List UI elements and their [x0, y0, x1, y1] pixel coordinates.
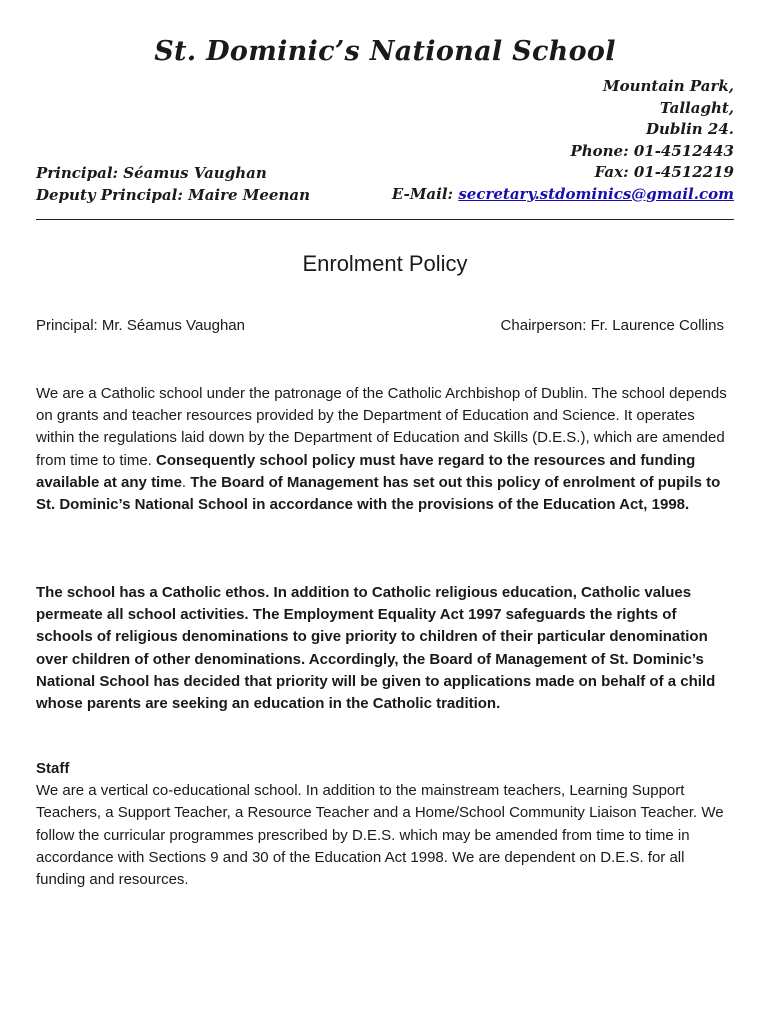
intro-bold-text-2: The Board of Management has set out this policy of enrolment of pupils to St. Dominic’s National School in accordance with the provisions of the Education Act, 1998.	[36, 473, 721, 514]
school-name: St. Dominic’s National School	[154, 36, 616, 67]
intro-text: We are a Catholic school under the patronage of the Catholic Archbishop of Dublin. The school depends on grants and teacher resources provided by the Department of Education and Science. It operates within the regulations laid down by the Department of Education and Skills (D.E.S.), which are amended from time to time.	[36, 385, 727, 469]
header-divider	[36, 219, 734, 220]
staff-section	[36, 758, 736, 891]
officers-row	[36, 317, 724, 334]
principal-name: Principal: Séamus Vaughan	[36, 164, 267, 182]
email-label: E-Mail:	[391, 184, 454, 203]
intro-bold-text: Consequently school policy must have regard to the resources and funding available at any time	[36, 451, 696, 491]
fax-number: Fax: 01-4512219	[594, 163, 734, 181]
staff-paragraph: We are a vertical co-educational school. In addition to the mainstream teachers, Learning Support Teachers, a Support Teacher, a Resource Teacher and a Home/School Community Liaison Teacher. We follow the curricular programmes prescribed by D.E.S. which may be amended from time to time in accordance with Sections 9 and 30 of the Education Act 1998. We are dependent on D.E.S. for all funding and resources.	[36, 782, 724, 889]
policy-principal: Principal: Mr. Séamus Vaughan	[36, 317, 245, 334]
ethos-paragraph: The school has a Catholic ethos. In addition to Catholic religious education, Catholic values permeate all school activities. The Employment Equality Act 1997 safeguards the rights of schools of religious denominations to give priority to children of their particular denomination over children of other denominations. Accordingly, the Board of Management of St. Dominic’s National School has decided that priority will be given to applications made on behalf of a child whose parents are seeking an education in the Catholic tradition.	[36, 584, 716, 713]
staff-heading: Staff	[36, 760, 70, 777]
policy-chairperson: Chairperson: Fr. Laurence Collins	[500, 317, 724, 334]
address-line: Mountain Park,	[602, 77, 734, 95]
intro-separator: .	[181, 473, 191, 491]
policy-title: Enrolment Policy	[302, 251, 468, 276]
email-line	[392, 184, 734, 206]
email-link[interactable]: secretary.stdominics@gmail.com	[458, 184, 734, 203]
address-line: Dublin 24.	[645, 120, 734, 138]
deputy-principal-name: Deputy Principal: Maire Meenan	[36, 185, 311, 204]
address-line: Tallaght,	[659, 98, 734, 117]
school-address-block	[392, 76, 734, 205]
principal-block	[36, 163, 310, 206]
phone-number: Phone: 01-4512443	[570, 141, 734, 160]
intro-paragraph	[36, 383, 736, 516]
